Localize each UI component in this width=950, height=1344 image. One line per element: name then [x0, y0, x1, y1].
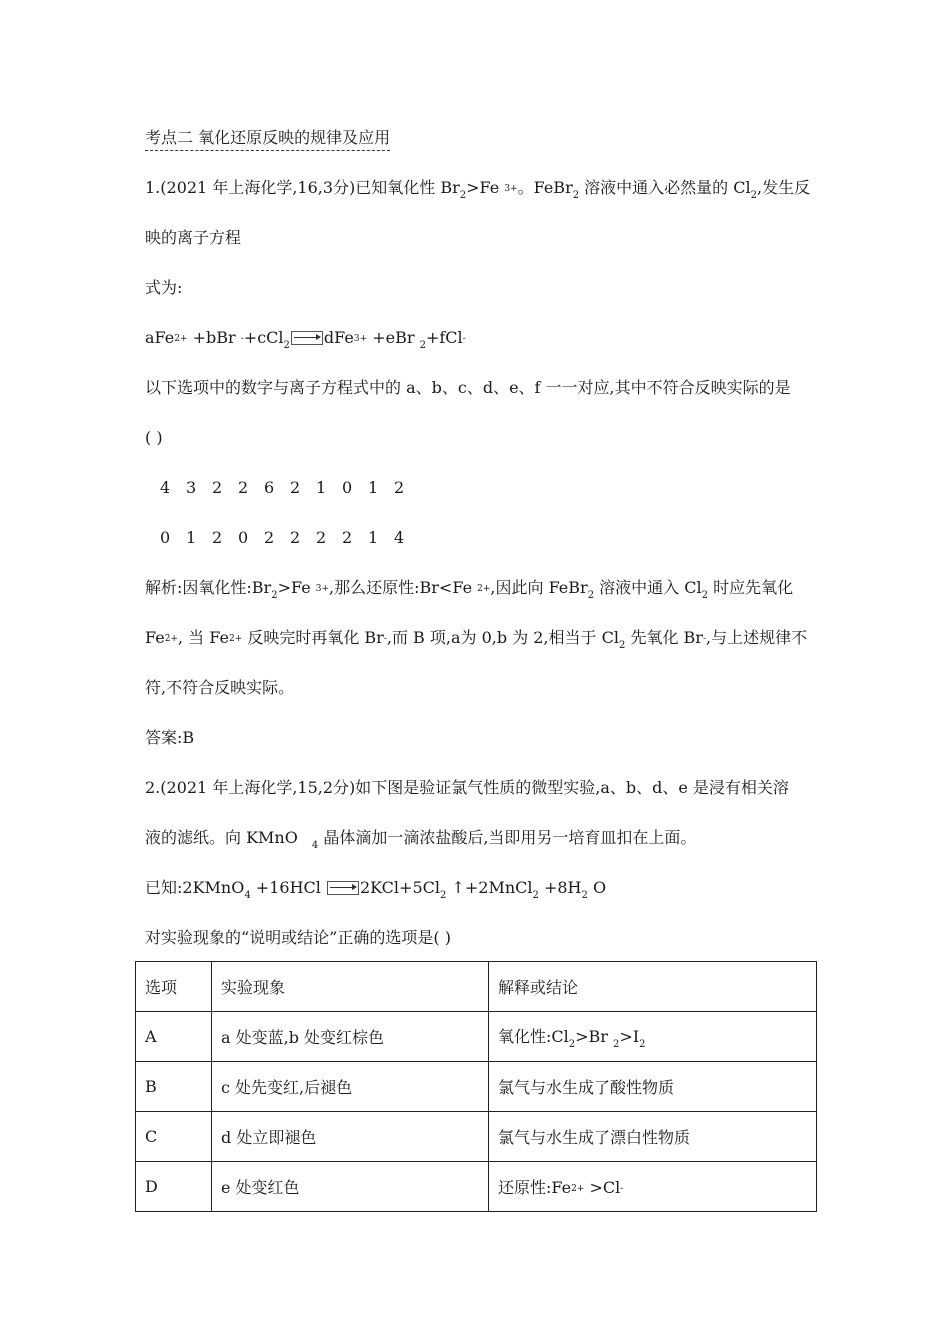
table-header-row — [136, 962, 817, 1012]
table-header-cell: 选项 — [136, 962, 212, 1012]
conclusion-cell: 还原性$:Fe^{2+} >Cl^-$ — [489, 1162, 817, 1212]
conclusion-cell: 氯气与水生成了酸性物质 — [489, 1062, 817, 1112]
q1-stem-line5: 以下选项中的数字与离子方程式中的 a、b、c、d、e、f 一一对应,其中不符合反映实际的是 — [145, 378, 791, 397]
section-heading: 考点二 氧化还原反映的规律及应用 — [145, 128, 390, 151]
conclusion-cell: 氯气与水生成了漂白性物质 — [489, 1112, 817, 1162]
q2-known-equation: 已知:2KMnO$_4$ +16HCl $2KCl+5Cl_2$ ↑+2MnCl$_2$ $+8H_2$ O — [145, 878, 607, 901]
q2-stem-line1: 2.(2021 年上海化学,15,2分)如下图是验证氯气性质的微型实验,a、b、d、e 是浸有相关溶 — [145, 778, 789, 797]
reaction-arrow-icon — [291, 331, 323, 345]
phenomenon-cell: d 处立即褪色 — [212, 1112, 489, 1162]
q1-answer: 答案:B — [145, 728, 195, 747]
table-row — [136, 1112, 817, 1162]
q1-equation: aFe$^{2+}$ +bBr -+cCl$_2$ dFe$^{3+}$ +eBr $_2$+fCl- — [145, 328, 466, 351]
table-row — [136, 1012, 817, 1062]
phenomenon-cell: e 处变红色 — [212, 1162, 489, 1212]
q1-analysis-line1: 解析:因氧化性$:Br_2>Fe$ $^{3+}$,那么还原性:Br<Fe $^{2+}$,因此向 FeBr$_2$ 溶液中通入 $Cl_2$ 时应先氧化 — [145, 578, 794, 601]
q1-analysis-line2: $Fe^{2+}$, 当 $Fe^{2+}$ 反映完时再氧化 Br-,而 B 项,a为 0,b 为 2,相当于 $Cl_2$ 先氧化 Br-,与上述规律不 — [145, 628, 808, 651]
q1-option-row-1: 4 3 2 2 6 2 1 0 1 2 — [160, 478, 405, 497]
q1-option-row-2: 0 1 2 0 2 2 2 2 1 4 — [160, 528, 405, 547]
q1-choice-bracket: ( ) — [145, 428, 163, 447]
table-row — [136, 1062, 817, 1112]
option-label: B — [136, 1062, 212, 1112]
option-label: A — [136, 1012, 212, 1062]
reaction-arrow-icon — [327, 881, 359, 895]
table-header-cell: 解释或结论 — [489, 962, 817, 1012]
q2-options-table — [135, 961, 817, 1212]
q1-stem-line1: 1.(2021 年上海化学,16,3分)已知氧化性 $Br_2>Fe$ $^{3+}$。FeBr$_2$ 溶液中通入必然量的 $Cl_2$,发生反 — [145, 178, 811, 201]
q2-stem-line2: 液的滤纸。向 KMnO $_4$ 晶体滴加一滴浓盐酸后,当即用另一培育皿扣在上面。 — [145, 828, 697, 851]
table-row — [136, 1162, 817, 1212]
q2-stem-line4: 对实验现象的“说明或结论”正确的选项是( ) — [145, 928, 451, 947]
q1-stem-line2: 映的离子方程 — [145, 228, 242, 247]
q1-analysis-line3: 符,不符合反映实际。 — [145, 678, 295, 697]
phenomenon-cell: c 处先变红,后褪色 — [212, 1062, 489, 1112]
q1-stem-line3: 式为: — [145, 278, 183, 297]
table-header-cell: 实验现象 — [212, 962, 489, 1012]
option-label: C — [136, 1112, 212, 1162]
conclusion-cell: 氧化性$:Cl_2>Br$ $_2>I_2$ — [489, 1012, 817, 1062]
phenomenon-cell: a 处变蓝,b 处变红棕色 — [212, 1012, 489, 1062]
option-label: D — [136, 1162, 212, 1212]
